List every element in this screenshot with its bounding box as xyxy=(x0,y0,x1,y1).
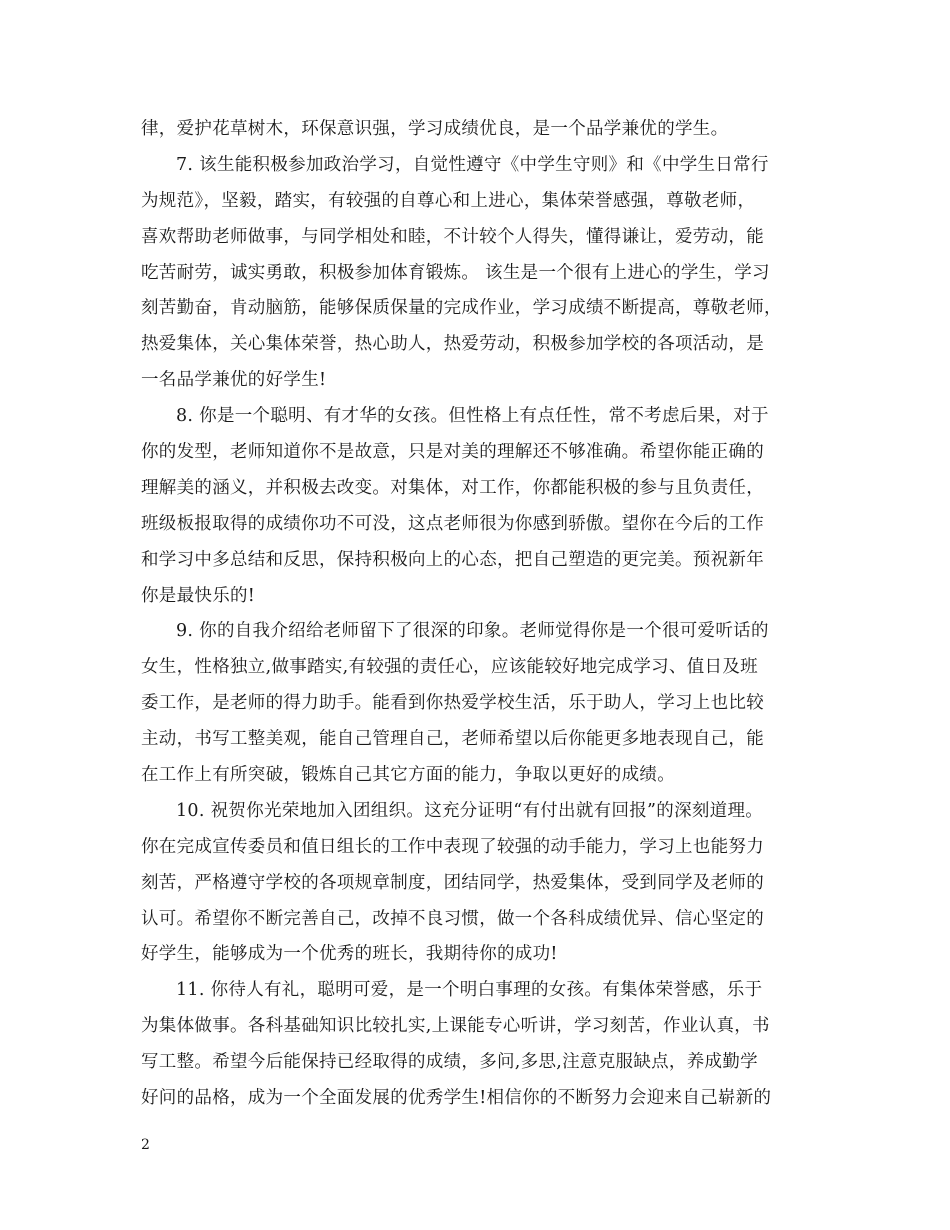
text-line: 和学习中多总结和反思，保持积极向上的心态，把自己塑造的更完美。预祝新年 xyxy=(141,549,764,570)
text-line: 11. 你待人有礼，聪明可爱，是一个明白事理的女孩。有集体荣誉感，乐于 xyxy=(176,980,763,1001)
text-line: 班级板报取得的成绩你功不可没，这点老师很为你感到骄傲。望你在今后的工作 xyxy=(141,513,764,534)
text-line: 10. 祝贺你光荣地加入团组织。这充分证明“有付出就有回报”的深刻道理。 xyxy=(176,800,764,821)
text-line: 刻苦，严格遵守学校的各项规章制度，团结同学，热爱集体，受到同学及老师的 xyxy=(141,872,764,893)
text-line: 为规范》，坚毅，踏实，有较强的自尊心和上进心，集体荣誉感强，尊敬老师， xyxy=(141,190,756,211)
text-line: 8. 你是一个聪明、有才华的女孩。但性格上有点任性，常不考虑后果，对于 xyxy=(176,406,769,427)
text-line: 在工作上有所突破，锻炼自己其它方面的能力，争取以更好的成绩。 xyxy=(141,765,675,786)
page-number: 2 xyxy=(141,1137,150,1153)
text-line: 认可。希望你不断完善自己，改掉不良习惯，做一个各科成绩优异、信心坚定的 xyxy=(141,908,764,929)
text-line: 9. 你的自我介绍给老师留下了很深的印象。老师觉得你是一个很可爱听话的 xyxy=(176,621,769,642)
text-line: 你在完成宣传委员和值日组长的工作中表现了较强的动手能力，学习上也能努力 xyxy=(141,836,764,857)
text-line: 一名品学兼优的好学生! xyxy=(141,370,327,391)
text-line: 理解美的涵义，并积极去改变。对集体，对工作，你都能积极的参与且负责任， xyxy=(141,477,764,498)
text-line: 写工整。希望今后能保持已经取得的成绩，多问,多思,注意克服缺点，养成勤学 xyxy=(141,1052,758,1073)
text-line: 好学生，能够成为一个优秀的班长，我期待你的成功! xyxy=(141,944,558,965)
text-line: 你的发型，老师知道你不是故意，只是对美的理解还不够准确。希望你能正确的 xyxy=(141,442,764,463)
text-line: 你是最快乐的! xyxy=(141,585,256,606)
text-line: 委工作，是老师的得力助手。能看到你热爱学校生活，乐于助人，学习上也比较 xyxy=(141,693,764,714)
text-line: 为集体做事。各科基础知识比较扎实,上课能专心听讲，学习刻苦，作业认真，书 xyxy=(141,1016,770,1037)
document-body xyxy=(141,112,821,1117)
text-line: 7. 该生能积极参加政治学习，自觉性遵守《中学生守则》和《中学生日常行 xyxy=(176,154,769,175)
text-line: 吃苦耐劳，诚实勇敢，积极参加体育锻炼。 该生是一个很有上进心的学生，学习 xyxy=(141,262,770,283)
text-line: 刻苦勤奋，肯动脑筋，能够保质保量的完成作业，学习成绩不断提高，尊敬老师， xyxy=(141,298,782,319)
text-line: 律，爱护花草树木，环保意识强，学习成绩优良，是一个品学兼优的学生。 xyxy=(141,119,729,139)
text-line: 女生，性格独立,做事踏实,有较强的责任心，应该能较好地完成学习、值日及班 xyxy=(141,657,758,678)
text-line: 热爱集体，关心集体荣誉，热心助人，热爱劳动，积极参加学校的各项活动，是 xyxy=(141,334,764,355)
text-line: 喜欢帮助老师做事，与同学相处和睦，不计较个人得失，懂得谦让，爱劳动，能 xyxy=(141,226,764,247)
text-line: 好问的品格，成为一个全面发展的优秀学生!相信你的不断努力会迎来自己崭新的 xyxy=(141,1088,772,1109)
text-line: 主动，书写工整美观，能自己管理自己，老师希望以后你能更多地表现自己，能 xyxy=(141,729,764,750)
